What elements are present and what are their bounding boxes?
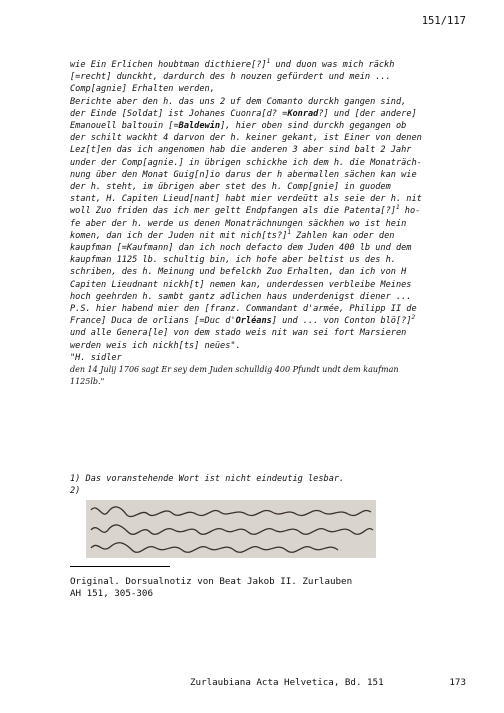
text-segment: woll Zuo friden das ich mer geltt Endpfangen als die Patenta[?]	[70, 206, 396, 217]
text-segment: kaupfman 1125 lb. schultig bin, ich hofe aber beltist us des h.	[70, 255, 396, 266]
text-segment: komen, dan ich der Juden nit mit nich[ts?]	[70, 230, 288, 241]
text-segment: der Einde [Soldat] ist Johanes Cuonra[d? =	[70, 108, 288, 119]
series-title: Zurlaubiana Acta Helvetica, Bd. 151	[190, 677, 384, 688]
text-segment: under der Comp[agnie.] in übrigen schickhe ich dem h. die Monaträch-	[70, 157, 422, 168]
text-line	[70, 242, 462, 254]
footnote-separator	[70, 566, 170, 567]
name-emphasis: Orléans	[235, 316, 272, 327]
text-segment: schriben, des h. Meinung und befelckh Zuo Erhalten, dan ich von H	[70, 267, 407, 278]
text-segment: Berichte aber den h. das uns 2 uf dem Comanto durckh gangen sind,	[70, 96, 407, 107]
text-segment: [=recht] dunckht, dardurch des h nouzen gefürdert und mein ...	[70, 72, 391, 83]
text-segment: hoch geehrden h. sambt gantz adlichen haus underdenigst diener ...	[70, 291, 412, 302]
text-segment: Capiten Lieudnant nickh[t] nemen kan, underdessen verbleibe Meines	[70, 279, 412, 290]
footnote-ref: 1	[395, 204, 400, 212]
text-line	[70, 291, 462, 303]
text-segment: der schilt wackht 4 darvon der h. keiner gekant, ist Einer von denen	[70, 133, 422, 144]
footnote-1: 1) Das voranstehende Wort ist nicht eindeutig lesbar.	[70, 474, 345, 484]
text-segment: werden weis ich nickh[ts] neües".	[70, 340, 241, 351]
text-line	[70, 157, 462, 169]
page-number: 173	[449, 677, 466, 688]
dorsal-note: den 14 Julij 1706 sagt Er sey dem Juden schulldig 400 Pfundt undt dem kaufman 1125lb."	[70, 365, 399, 386]
footnote-ref: 1	[266, 58, 271, 66]
text-line	[70, 108, 462, 120]
text-line	[70, 340, 462, 352]
footnote-ref: 2	[411, 314, 416, 322]
text-line	[70, 181, 462, 193]
text-line	[70, 169, 462, 181]
text-segment: "H. sidler	[70, 352, 122, 363]
text-line	[70, 230, 462, 242]
text-segment: Zahlen kan oder den	[290, 230, 395, 241]
text-segment: Lez[t]en das ich angenomen hab die anderen 3 aber sind balt 2 Jahr	[70, 145, 412, 156]
text-segment: kaupfman [=Kaufmann] dan ich noch defacto dem Juden 400 lb und dem	[70, 243, 412, 254]
transcription-text	[70, 59, 462, 364]
text-line	[70, 327, 462, 339]
text-segment: ] und ... von Conton blö[?]	[271, 316, 412, 327]
text-line	[70, 279, 462, 291]
text-line	[70, 352, 462, 364]
text-segment: ho-	[399, 206, 421, 217]
footnotes	[70, 473, 344, 497]
text-segment: Emanouell baltouin [=	[70, 121, 179, 132]
footnote-2: 2)	[70, 486, 81, 497]
text-segment: P.S. hier habend mier den [franz. Commandant d'armée, Philipp II de	[70, 304, 417, 315]
text-segment: und duon was mich räckh	[270, 60, 395, 70]
text-segment: ?] und [der andere]	[318, 108, 417, 119]
text-line	[70, 96, 462, 108]
text-line	[70, 315, 462, 327]
text-segment: fe aber der h. werde us denen Monaträchnungen säckhen wo ist hein	[70, 218, 407, 229]
text-line	[70, 59, 462, 71]
text-segment: der h. steht, im übrigen aber stet des h. Comp[gnie] in guodem	[70, 182, 391, 193]
text-segment: stant, H. Capiten Lieud[nant] habt mier verdeütt als seie der h. nit	[70, 194, 422, 205]
text-segment: und alle Genera[le] von dem stado weis nit wan sei fort Marsieren	[70, 328, 407, 339]
handwriting-scan	[86, 500, 376, 558]
footnote-ref: 1	[287, 228, 291, 236]
text-line	[70, 218, 462, 230]
text-line	[70, 83, 462, 95]
source-note: Original. Dorsualnotiz von Beat Jakob II. Zurlauben AH 151, 305-306	[70, 576, 353, 599]
text-line	[70, 193, 462, 205]
text-line	[70, 120, 462, 132]
text-line	[70, 266, 462, 278]
text-line	[70, 71, 462, 83]
text-segment: Comp[agnie] Erhalten werden,	[70, 84, 215, 95]
text-segment: ], hier oben sind durckh gegangen ob	[220, 121, 407, 132]
text-segment: wie Ein Erlichen houbtman dicthiere[?]	[70, 60, 267, 70]
text-line	[70, 254, 462, 266]
handwriting-facsimile	[86, 500, 376, 558]
name-emphasis: Baldewin	[178, 121, 221, 132]
text-line	[70, 132, 462, 144]
page-reference: 151/117	[421, 15, 466, 27]
text-line	[70, 303, 462, 315]
text-line	[70, 205, 462, 217]
text-line	[70, 144, 462, 156]
text-segment: France] Duca de orlians [=Duc d'	[70, 316, 236, 327]
name-emphasis: Konrad	[287, 108, 319, 119]
text-segment: nung über den Monat Guig[n]io darus der h abermallen sächen kan wie	[70, 169, 417, 180]
